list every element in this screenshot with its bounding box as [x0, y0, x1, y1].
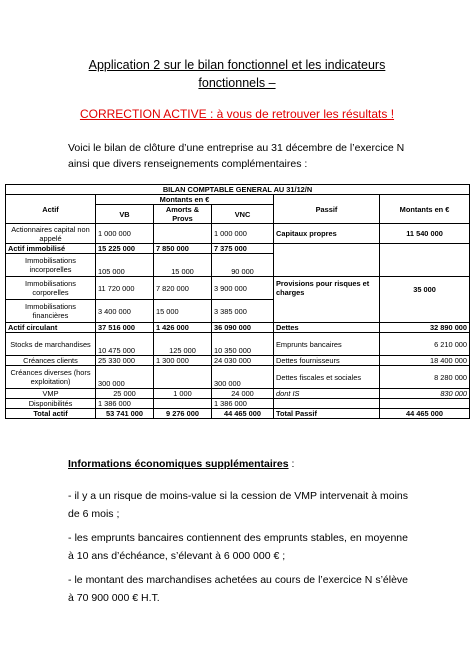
passif-empty	[274, 244, 380, 277]
cell-vnc: 10 350 000	[212, 333, 274, 356]
cell-amorts: 15 000	[154, 300, 212, 323]
cell-amorts	[154, 366, 212, 389]
cell-vnc: 1 386 000	[212, 399, 274, 409]
row-label: Créances diverses (hors exploitation)	[6, 366, 96, 389]
cell-vb: 11 720 000	[96, 277, 154, 300]
cell-vb: 25 000	[96, 389, 154, 399]
passif-amount: 6 210 000	[380, 333, 470, 356]
table-row	[6, 224, 470, 244]
cell-vb: 105 000	[96, 254, 154, 277]
header-vnc: VNC	[212, 205, 274, 224]
cell-vb: 1 000 000	[96, 224, 154, 244]
balance-sheet-table	[5, 184, 470, 419]
passif-label: Dettes fiscales et sociales	[274, 366, 380, 389]
cell-amorts	[154, 224, 212, 244]
passif-amount: 32 890 000	[380, 323, 470, 333]
header-amorts: Amorts & Provs	[154, 205, 212, 224]
info-title: Informations économiques supplémentaires	[68, 458, 289, 470]
passif-label: Emprunts bancaires	[274, 333, 380, 356]
row-label: Actif circulant	[6, 323, 96, 333]
cell-vb: 300 000	[96, 366, 154, 389]
cell-vb: 10 475 000	[96, 333, 154, 356]
passif-amount: 8 280 000	[380, 366, 470, 389]
table-row	[6, 333, 470, 356]
cell-vnc: 7 375 000	[212, 244, 274, 254]
row-label: Immobilisations financières	[6, 300, 96, 323]
cell-amorts: 7 820 000	[154, 277, 212, 300]
cell-vb: 25 330 000	[96, 356, 154, 366]
cell-vb: 15 225 000	[96, 244, 154, 254]
cell-vb: 53 741 000	[96, 409, 154, 419]
header-montants-passif: Montants en €	[380, 195, 470, 224]
passif-label: Total Passif	[274, 409, 380, 419]
passif-amount: 44 465 000	[380, 409, 470, 419]
row-label: Immobilisations incorporelles	[6, 254, 96, 277]
cell-vnc: 24 030 000	[212, 356, 274, 366]
passif-label: Provisions pour risques et charges	[274, 277, 380, 323]
cell-amorts	[154, 399, 212, 409]
table-row	[6, 244, 470, 254]
row-label: Actionnaires capital non appelé	[6, 224, 96, 244]
page-title-continued: fonctionnels –	[198, 76, 276, 90]
cell-vnc: 44 465 000	[212, 409, 274, 419]
passif-amount: 35 000	[380, 277, 470, 323]
correction-heading: CORRECTION ACTIVE : à vous de retrouver les résultats !	[79, 107, 395, 121]
cell-vb: 1 386 000	[96, 399, 154, 409]
table-title: BILAN COMPTABLE GENERAL AU 31/12/N	[6, 185, 470, 195]
cell-vnc: 90 000	[212, 254, 274, 277]
header-montants: Montants en €	[96, 195, 274, 205]
cell-amorts: 1 000	[154, 389, 212, 399]
intro-paragraph: Voici le bilan de clôture d’une entreprise au 31 décembre de l’exercice N ainsi que divers renseignements complémentaires :	[68, 142, 405, 170]
list-item: - il y a un risque de moins-value si la cession de VMP intervenait à moins de 6 mois ;	[68, 490, 408, 520]
table-row	[6, 409, 470, 419]
passif-label: Capitaux propres	[274, 224, 380, 244]
cell-vb: 37 516 000	[96, 323, 154, 333]
cell-vb: 3 400 000	[96, 300, 154, 323]
row-label: Total actif	[6, 409, 96, 419]
info-heading	[68, 458, 294, 470]
table-row	[6, 366, 470, 389]
list-item: - les emprunts bancaires contiennent des emprunts stables, en moyenne à 10 ans d’échéance, s’élevant à 6 000 000 € ;	[68, 532, 408, 562]
cell-amorts: 125 000	[154, 333, 212, 356]
table-row	[6, 323, 470, 333]
cell-vnc: 3 900 000	[212, 277, 274, 300]
list-item: - le montant des marchandises achetées au cours de l’exercice N s’élève à 70 900 000 € H.T.	[68, 574, 408, 604]
info-colon: :	[288, 458, 295, 470]
passif-empty	[274, 399, 380, 409]
header-actif: Actif	[6, 195, 96, 224]
row-label: Stocks de marchandises	[6, 333, 96, 356]
passif-empty	[380, 399, 470, 409]
cell-vnc: 3 385 000	[212, 300, 274, 323]
cell-vnc: 36 090 000	[212, 323, 274, 333]
cell-amorts: 7 850 000	[154, 244, 212, 254]
row-label: Créances clients	[6, 356, 96, 366]
table-row	[6, 277, 470, 300]
info-list	[68, 488, 408, 614]
row-label: Disponibilités	[6, 399, 96, 409]
header-vb: VB	[96, 205, 154, 224]
passif-label: Dettes fournisseurs	[274, 356, 380, 366]
passif-amount: 18 400 000	[380, 356, 470, 366]
header-passif: Passif	[274, 195, 380, 224]
cell-amorts: 1 426 000	[154, 323, 212, 333]
passif-label: dont IS	[274, 389, 380, 399]
cell-vnc: 1 000 000	[212, 224, 274, 244]
row-label: Immobilisations corporelles	[6, 277, 96, 300]
cell-vnc: 300 000	[212, 366, 274, 389]
table-row	[6, 399, 470, 409]
passif-amount: 11 540 000	[380, 224, 470, 244]
passif-empty	[380, 244, 470, 277]
passif-amount: 830 000	[380, 389, 470, 399]
page-title: Application 2 sur le bilan fonctionnel et les indicateurs	[88, 58, 386, 72]
cell-vnc: 24 000	[212, 389, 274, 399]
row-label: VMP	[6, 389, 96, 399]
cell-amorts: 9 276 000	[154, 409, 212, 419]
cell-amorts: 15 000	[154, 254, 212, 277]
cell-amorts: 1 300 000	[154, 356, 212, 366]
table-row	[6, 356, 470, 366]
row-label: Actif immobilisé	[6, 244, 96, 254]
table-row	[6, 389, 470, 399]
passif-label: Dettes	[274, 323, 380, 333]
